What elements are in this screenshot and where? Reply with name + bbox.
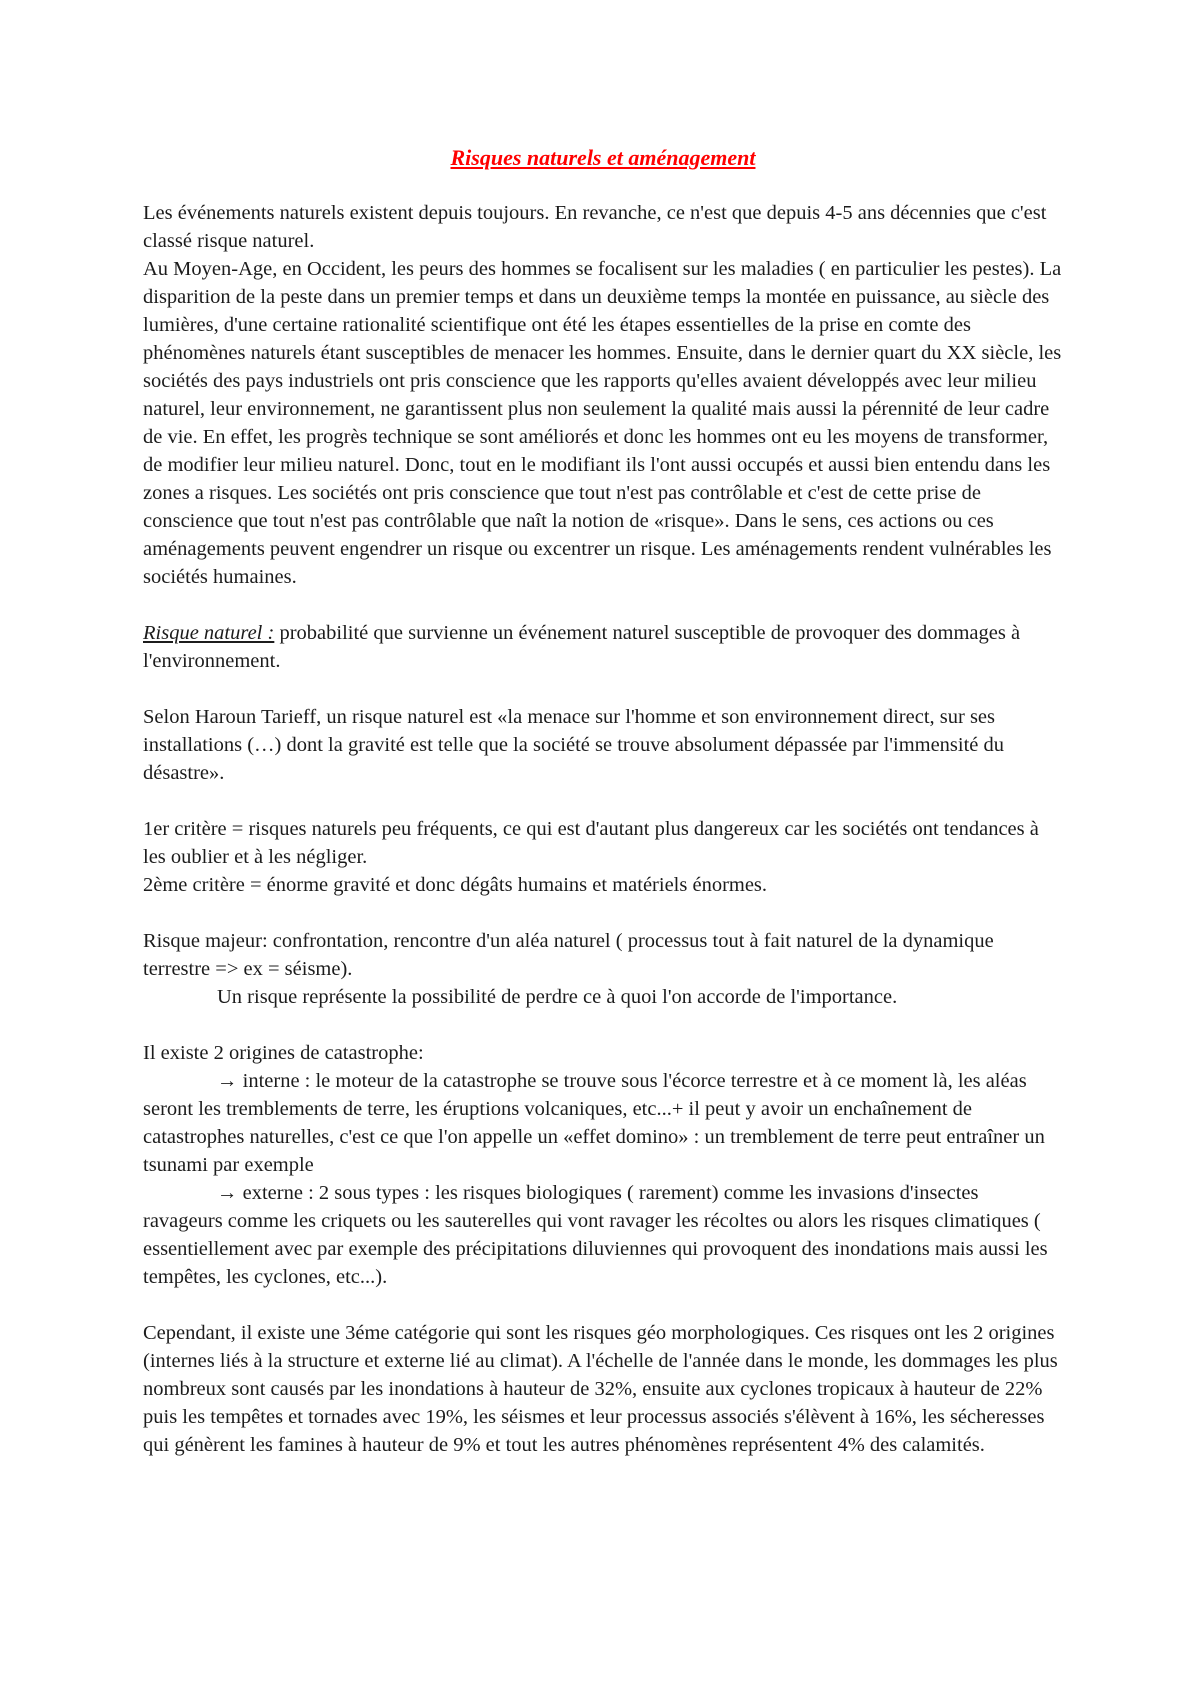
external-origin bbox=[143, 1179, 1063, 1291]
criterion-2: 2ème critère = énorme gravité et donc dégâts humains et matériels énormes. bbox=[143, 874, 768, 896]
definition-paragraph bbox=[143, 619, 1063, 675]
document-body bbox=[143, 199, 1063, 1459]
internal-origin bbox=[143, 1067, 1063, 1179]
internal-origin-text: → interne : le moteur de la catastrophe se trouve sous l'écorce terrestre et à ce moment là, les aléas seront les tremblements de terre, les éruptions volcaniques, etc...+ il peut y avoir un enchaînement de catastrophes naturelles, c'est ce que l'on appelle un «effet domino» : un tremblement de terre peut entraîner un tsunami par exemple bbox=[143, 1070, 1045, 1176]
history-paragraph: Au Moyen-Age, en Occident, les peurs des hommes se focalisent sur les maladies ( en particulier les pestes). La disparition de la peste dans un premier temps et dans un deuxième temps la montée en puissance, au siècle des lumières, d'une certaine rationalité scientifique ont été les étapes essentielles de la prise en comte des phénomènes naturels étant susceptibles de menacer les hommes. Ensuite, dans le dernier quart du XX siècle, les sociétés des pays industriels ont pris conscience que les rapports qu'elles avaient développés avec leur milieu naturel, leur environnement, ne garantissent plus non seulement la qualité mais aussi la pérennité de leur cadre de vie. En effet, les progrès technique se sont améliorés et donc les hommes ont eu les moyens de transformer, de modifier leur milieu naturel. Donc, tout en le modifiant ils l'ont aussi occupés et aussi bien entendu dans les zones a risques. Les sociétés ont pris conscience que tout n'est pas contrôlable et c'est de cette prise de conscience que tout n'est pas contrôlable que naît la notion de «risque». Dans le sens, ces actions ou ces aménagements peuvent engendrer un risque ou excentrer un risque. Les aménagements rendent vulnérables les sociétés humaines. bbox=[143, 258, 1062, 588]
spacer bbox=[143, 899, 1063, 927]
spacer bbox=[143, 787, 1063, 815]
spacer bbox=[143, 1291, 1063, 1319]
spacer bbox=[143, 591, 1063, 619]
major-risk-paragraph: Risque majeur: confrontation, rencontre d'un aléa naturel ( processus tout à fait naturel de la dynamique terrestre => ex = séisme). bbox=[143, 930, 994, 980]
conclusion-paragraph: Cependant, il existe une 3éme catégorie qui sont les risques géo morphologiques. Ces risques ont les 2 origines (internes liés à la structure et externe lié au climat). A l'échelle de l'année dans le monde, les dommages les plus nombreux sont causés par les inondations à hauteur de 32%, ensuite aux cyclones tropicaux à hauteur de 22% puis les tempêtes et tornades avec 19%, les séismes et leur processus associés s'élèvent à 16%, les sécheresses qui génèrent les famines à hauteur de 9% et tout les autres phénomènes représentent 4% des calamités. bbox=[143, 1322, 1058, 1456]
spacer bbox=[143, 675, 1063, 703]
risk-definition: Un risque représente la possibilité de perdre ce à quoi l'on accorde de l'importance. bbox=[217, 986, 898, 1008]
criterion-1: 1er critère = risques naturels peu fréquents, ce qui est d'autant plus dangereux car les sociétés ont tendances à les oublier et à les négliger. bbox=[143, 818, 1039, 868]
tarieff-quote: Selon Haroun Tarieff, un risque naturel est «la menace sur l'homme et son environnement direct, sur ses installations (…) dont la gravité est telle que la société se trouve absolument dépassée par l'immensité du désastre». bbox=[143, 706, 1005, 784]
intro-paragraph: Les événements naturels existent depuis toujours. En revanche, ce n'est que depuis 4-5 ans décennies que c'est classé risque naturel. bbox=[143, 202, 1047, 252]
spacer bbox=[143, 1011, 1063, 1039]
origins-intro: Il existe 2 origines de catastrophe: bbox=[143, 1042, 424, 1064]
external-origin-text: → externe : 2 sous types : les risques biologiques ( rarement) comme les invasions d'insectes ravageurs comme les criquets ou les sauterelles qui vont ravager les récoltes ou alors les risques climatiques ( essentiellement avec par exemple des précipitations diluviennes qui provoquent des inondations mais aussi les tempêtes, les cyclones, etc...). bbox=[143, 1182, 1048, 1288]
definition-term: Risque naturel : bbox=[143, 622, 275, 644]
document-title: Risques naturels et aménagement bbox=[450, 145, 756, 170]
definition-text: probabilité que survienne un événement naturel susceptible de provoquer des dommages à l'environnement. bbox=[143, 622, 1021, 672]
